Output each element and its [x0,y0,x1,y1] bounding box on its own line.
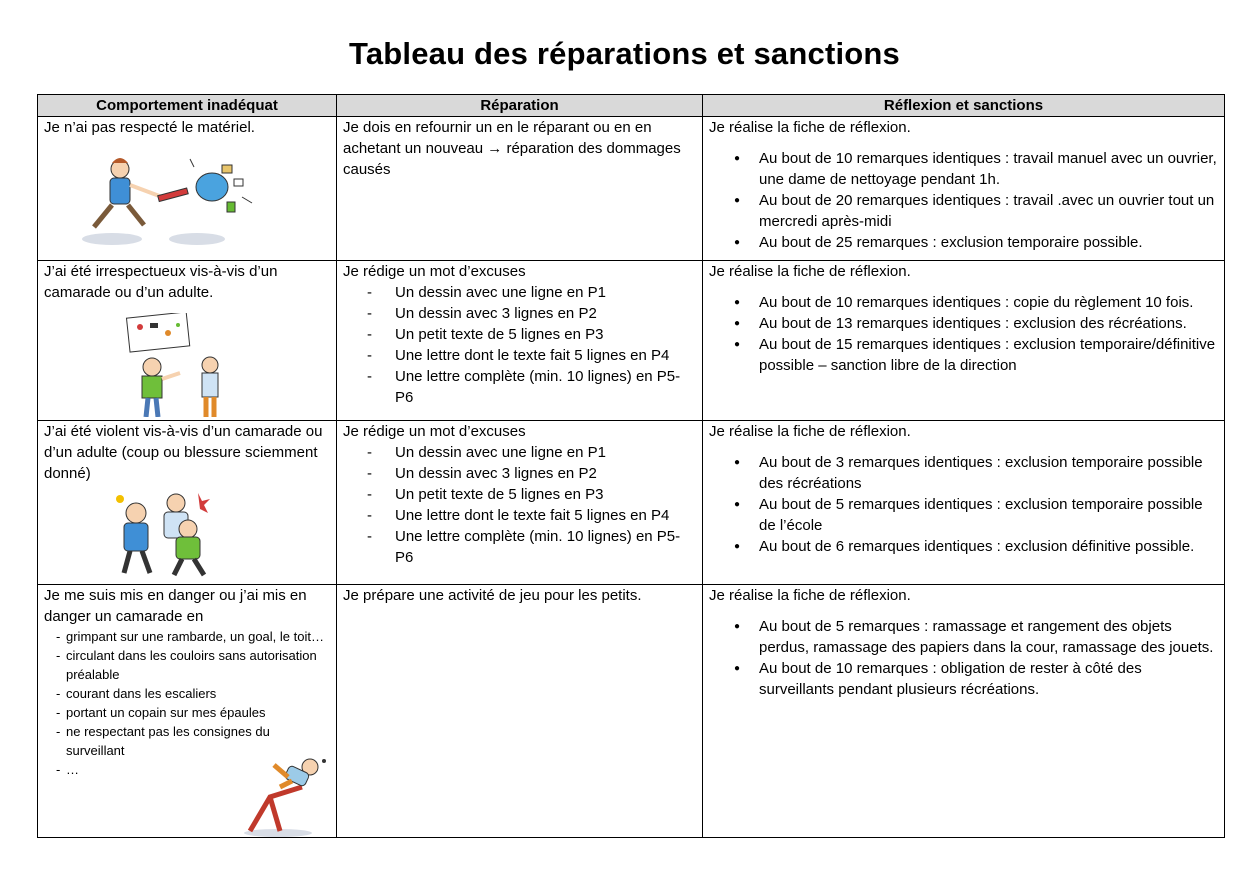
reflection-intro: Je réalise la fiche de réflexion. [709,587,911,604]
repair-item: - Un petit texte de 5 lignes en P3 [395,324,696,345]
repair-text: Je prépare une activité de jeu pour les petits. [343,587,642,604]
danger-fall-illustration [240,757,336,837]
broken-material-illustration [72,147,262,247]
table-row [38,585,1225,838]
header-reflection: Réflexion et sanctions [703,95,1225,117]
behaviour-item: - ne respectant pas les consignes du surveillant [66,722,330,760]
repair-item: - Un dessin avec 3 lignes en P2 [395,463,696,484]
repair-item: - Une lettre dont le texte fait 5 lignes en P4 [395,505,696,526]
reflection-cell [703,117,1225,261]
repair-item: - Un dessin avec une ligne en P1 [395,282,696,303]
reflection-cell [703,421,1225,585]
repair-cell [337,585,703,838]
sanction-item: ● Au bout de 5 remarques identiques : exclusion temporaire possible de l’école [759,494,1218,536]
behaviour-text: Je me suis mis en danger ou j’ai mis en danger un camarade en [44,587,307,625]
behaviour-cell [38,261,337,421]
sanctions-list [709,148,1218,253]
reflection-cell [703,261,1225,421]
table-row [38,117,1225,261]
table-row [38,421,1225,585]
behaviour-cell [38,117,337,261]
sanctions-list [709,616,1218,700]
sanction-item: ● Au bout de 3 remarques identiques : exclusion temporaire possible des récréations [759,452,1218,494]
disrespect-illustration [122,313,232,417]
sanction-item: ● Au bout de 10 remarques identiques : copie du règlement 10 fois. [759,292,1218,313]
repair-intro: Je rédige un mot d’excuses [343,263,526,280]
repair-item: - Une lettre complète (min. 10 lignes) en P5-P6 [395,526,696,568]
sanctions-list [709,292,1218,376]
table-row [38,261,1225,421]
repair-item: - Un dessin avec 3 lignes en P2 [395,303,696,324]
header-repair: Réparation [337,95,703,117]
behaviour-item: - courant dans les escaliers [66,684,330,703]
behaviour-item: - grimpant sur une rambarde, un goal, le toit… [66,627,330,646]
behaviour-cell [38,421,337,585]
sanction-item: ● Au bout de 20 remarques identiques : travail .avec un ouvrier tout un mercredi après-midi [759,190,1218,232]
sanction-item: ● Au bout de 10 remarques identiques : travail manuel avec un ouvrier, une dame de nettoyage pendant 1h. [759,148,1218,190]
reflection-intro: Je réalise la fiche de réflexion. [709,119,911,136]
repair-item: - Un petit texte de 5 lignes en P3 [395,484,696,505]
sanction-item: ● Au bout de 13 remarques identiques : exclusion des récréations. [759,313,1218,334]
repair-cell [337,261,703,421]
reflection-intro: Je réalise la fiche de réflexion. [709,263,911,280]
behaviour-text: J’ai été violent vis-à-vis d’un camarade ou d’un adulte (coup ou blessure sciemment donné) [44,423,323,482]
repair-text: Je dois en refournir un en le réparant ou en en achetant un nouveau → réparation des dommages causés [343,119,681,178]
sanctions-list [709,452,1218,557]
sanction-item: ● Au bout de 15 remarques identiques : exclusion temporaire/définitive possible – sanction libre de la direction [759,334,1218,376]
reflection-intro: Je réalise la fiche de réflexion. [709,423,911,440]
sanction-item: ● Au bout de 5 remarques : ramassage et rangement des objets perdus, ramassage des papiers dans la cour, ramassage des jouets. [759,616,1218,658]
behaviour-text: J’ai été irrespectueux vis-à-vis d’un camarade ou d’un adulte. [44,263,278,301]
violence-illustration [106,485,218,577]
page-title: Tableau des réparations et sanctions [348,36,901,71]
sanctions-table [37,94,1225,838]
behaviour-item: - … [66,760,330,779]
behaviour-text: Je n’ai pas respecté le matériel. [44,119,255,136]
reflection-cell [703,585,1225,838]
behaviour-cell [38,585,337,838]
repair-cell [337,117,703,261]
repair-item: - Une lettre dont le texte fait 5 lignes en P4 [395,345,696,366]
header-behaviour: Comportement inadéquat [38,95,337,117]
repair-item: - Un dessin avec une ligne en P1 [395,442,696,463]
repair-cell [337,421,703,585]
sanction-item: ● Au bout de 10 remarques : obligation de rester à côté des surveillants pendant plusieurs récréations. [759,658,1218,700]
repair-list [343,282,696,408]
sanction-item: ● Au bout de 6 remarques identiques : exclusion définitive possible. [759,536,1218,557]
sanction-item: ● Au bout de 25 remarques : exclusion temporaire possible. [759,232,1218,253]
repair-item: - Une lettre complète (min. 10 lignes) en P5-P6 [395,366,696,408]
behaviour-item: - circulant dans les couloirs sans autorisation préalable [66,646,330,684]
repair-intro: Je rédige un mot d’excuses [343,423,526,440]
header-row [38,95,1225,117]
behaviour-item: - portant un copain sur mes épaules [66,703,330,722]
repair-list [343,442,696,568]
